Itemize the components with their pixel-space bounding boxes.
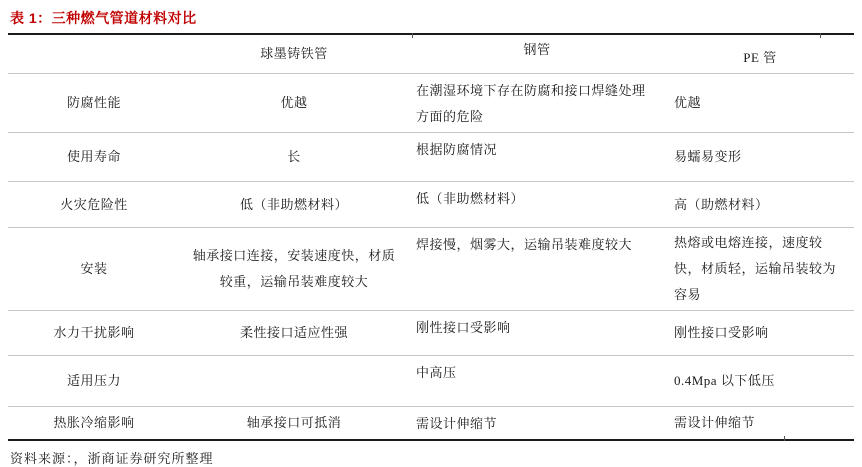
- table-row: [8, 228, 854, 311]
- row-attribute-label: 使用寿命: [8, 133, 180, 182]
- cell-ductile-iron-pipe: [180, 356, 408, 407]
- cell-ductile-iron-pipe: 轴承接口连接，安装速度快，材质较重，运输吊装难度较大: [180, 228, 408, 311]
- column-boundary-tick: [412, 33, 413, 38]
- cell-pe-pipe: 热熔或电熔连接，速度较快，材质轻，运输吊装较为容易: [666, 228, 854, 311]
- col-header-attribute: [8, 35, 180, 74]
- cell-steel-pipe: 焊接慢，烟雾大，运输吊装难度较大: [408, 228, 666, 311]
- table-row: [8, 311, 854, 356]
- comparison-table: [8, 33, 854, 441]
- table-row: [8, 356, 854, 407]
- column-boundary-tick: [784, 436, 785, 441]
- cell-pe-pipe: 需设计伸缩节: [674, 415, 756, 430]
- col-header-ductile-iron-pipe: 球墨铸铁管: [180, 35, 408, 74]
- cell-pe-pipe: 优越: [666, 74, 854, 133]
- cell-ductile-iron-pipe: 低（非助燃材料）: [180, 182, 408, 228]
- cell-pe-pipe: 刚性接口受影响: [666, 311, 854, 356]
- col-header-pe-pipe: PE 管: [666, 35, 854, 74]
- row-attribute-label: 适用压力: [8, 356, 180, 407]
- row-attribute-label: 水力干扰影响: [8, 311, 180, 356]
- cell-ductile-iron-pipe: 轴承接口可抵消: [246, 415, 342, 430]
- cell-steel-pipe: 根据防腐情况: [408, 133, 666, 182]
- row-attribute-label: 火灾危险性: [8, 182, 180, 228]
- row-attribute-label: 安装: [8, 228, 180, 311]
- cell-ductile-iron-pipe: 柔性接口适应性强: [180, 311, 408, 356]
- col-header-steel-pipe: 钢管: [408, 35, 666, 74]
- cell-ductile-iron-pipe: 优越: [180, 74, 408, 133]
- table-row: [8, 74, 854, 133]
- cell-pe-pipe: 0.4Mpa 以下低压: [666, 356, 854, 407]
- table-row: [8, 407, 854, 440]
- table-title: 表 1：三种燃气管道材料对比: [10, 10, 197, 26]
- cell-steel-pipe: 刚性接口受影响: [408, 311, 666, 356]
- table-row: [8, 182, 854, 228]
- cell-steel-pipe: 低（非助燃材料）: [408, 182, 666, 228]
- cell-pe-pipe: 高（助燃材料）: [666, 182, 854, 228]
- cell-steel-pipe: 在潮湿环境下存在防腐和接口焊缝处理方面的危险: [408, 74, 666, 133]
- cell-pe-pipe: 易蠕易变形: [666, 133, 854, 182]
- column-boundary-tick: [820, 33, 821, 38]
- cell-steel-pipe: 需设计伸缩节: [416, 416, 498, 431]
- cell-steel-pipe: 中高压: [408, 356, 666, 407]
- row-attribute-label: 热胀冷缩影响: [53, 415, 135, 430]
- cell-ductile-iron-pipe: 长: [180, 133, 408, 182]
- row-attribute-label: 防腐性能: [8, 74, 180, 133]
- source-note: 资料来源：，浙商证券研究所整理: [10, 451, 214, 466]
- table-row: [8, 133, 854, 182]
- materials-comparison-table: [8, 35, 854, 439]
- header-row: [8, 35, 854, 74]
